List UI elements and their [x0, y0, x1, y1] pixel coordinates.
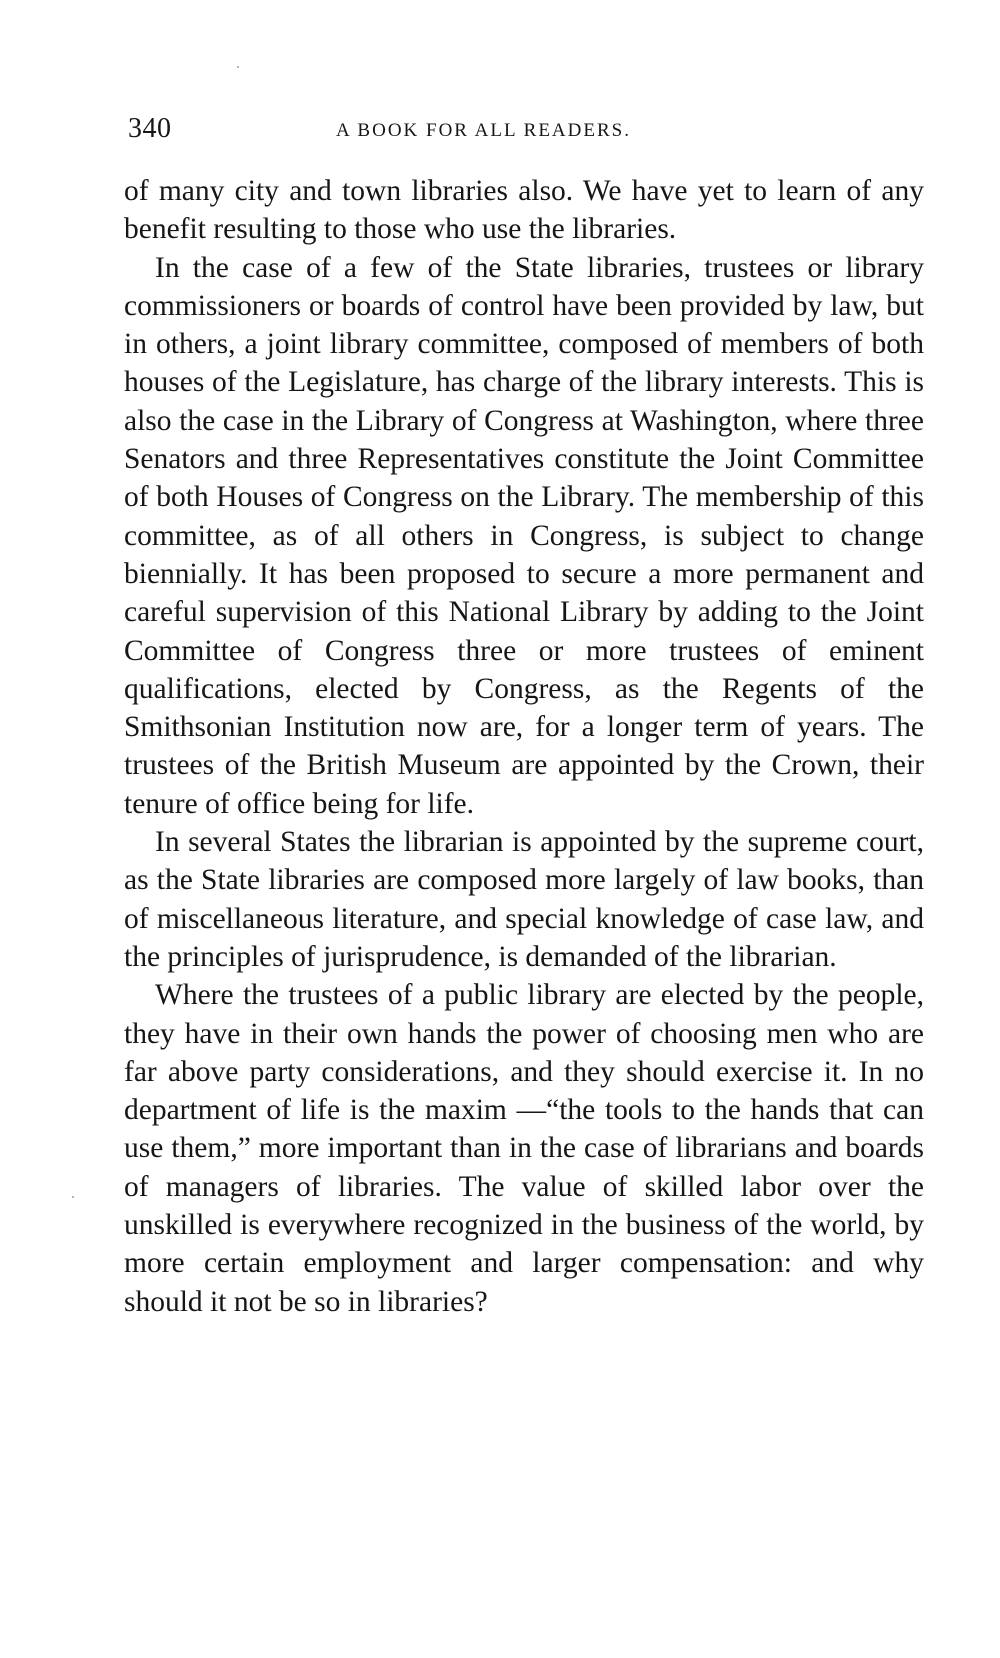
page-header [128, 111, 924, 151]
paragraph-library-trustees: In the case of a few of the State libraries, trustees or library commissioners or boards of control have been provided by law, but in others, a joint library committee, composed of members of both houses of the Legislature, has charge of the library interests. This is also the case in the Library of Congress at Washington, where three Senators and three Representatives constitute the Joint Committee of both Houses of Congress on the Library. The membership of this committee, as of all others in Congress, is subject to change biennially. It has been proposed to secure a more permanent and careful supervision of this National Library by adding to the Joint Committee of Congress three or more trustees of eminent qualifications, elected by Congress, as the Regents of the Smithsonian Institution now are, for a longer term of years. The trustees of the British Museum are appointed by the Crown, their tenure of office being for life. [124, 251, 924, 820]
paragraph-state-librarian: In several States the librarian is appointed by the supreme court, as the State libraries are composed more largely of law books, than of miscellaneous literature, and special knowledge of case law, and the principles of jurisprudence, is demanded of the librarian. [124, 826, 924, 973]
paper-speck [72, 1196, 74, 1198]
running-head: A BOOK FOR ALL READERS. [336, 120, 631, 141]
paragraph-public-library-trustees: Where the trustees of a public library are elected by the people, they have in their own hands the power of choosing men who are far above party considerations, and they should exercise it. In no department of life is the maxim —“the tools to the hands that can use them,” more important than in the case of librarians and boards of managers of libraries. The value of skilled labor over the unskilled is everywhere recognized in the business of the world, by more certain employment and larger compensation: and why should it not be so in libraries? [124, 979, 924, 1318]
page-number: 340 [128, 113, 172, 144]
paper-speck [237, 66, 239, 68]
body-text [124, 172, 924, 1321]
paragraph-continued: of many city and town libraries also. We have yet to learn of any benefit resulting to those who use the libraries. [124, 175, 924, 246]
